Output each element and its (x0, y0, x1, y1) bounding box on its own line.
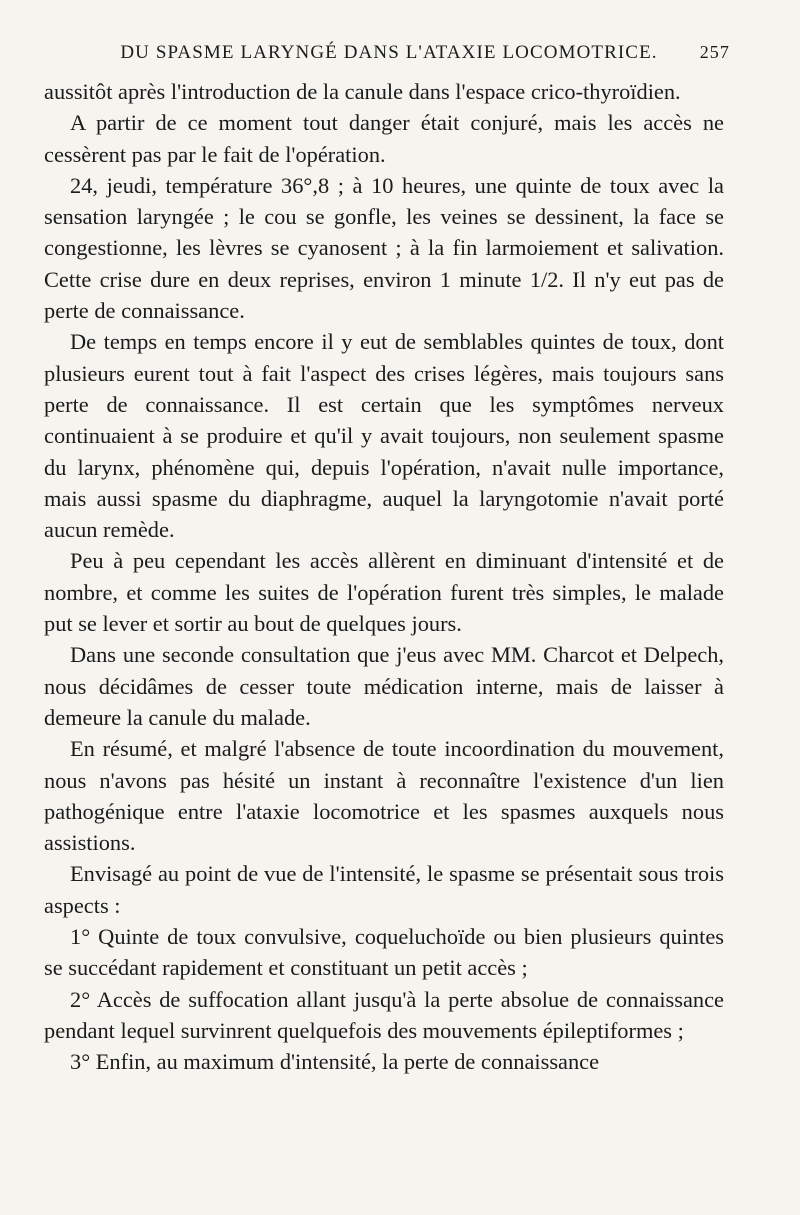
paragraph: Dans une seconde consultation que j'eus avec MM. Charcot et Delpech, nous décidâmes de cesser toute médication interne, mais de laisser à demeure la canule du malade. (44, 642, 724, 730)
book-page (44, 42, 730, 1078)
list-item: 1° Quinte de toux convulsive, coqueluchoïde ou bien plusieurs quintes se succédant rapidement et constituant un petit accès ; (44, 924, 724, 981)
list-item: 2° Accès de suffocation allant jusqu'à la perte absolue de connaissance pendant lequel survinrent quelquefois des mouvements épileptiformes ; (44, 986, 724, 1043)
paragraph-continuation: aussitôt après l'introduction de la canule dans l'espace crico-thyroïdien. (44, 79, 681, 104)
paragraph: Peu à peu cependant les accès allèrent en diminuant d'intensité et de nombre, et comme les suites de l'opération furent très simples, le malade put se lever et sortir au bout de quelques jours. (44, 548, 724, 637)
running-title: DU SPASME LARYNGÉ DANS L'ATAXIE LOCOMOTRICE. (120, 42, 658, 63)
paragraph: Envisagé au point de vue de l'intensité, le spasme se présentait sous trois aspects : (44, 861, 724, 918)
list-item: 3° Enfin, au maximum d'intensité, la perte de connaissance (70, 1049, 600, 1075)
running-head (44, 42, 730, 76)
paragraph: De temps en temps encore il y eut de semblables quintes de toux, dont plusieurs eurent tout à fait l'aspect des crises légères, mais toujours sans perte de connaissance. Il est certain que les symptômes nerveux continuaient à se produire et qu'il y avait toujours, non seulement spasme du larynx, phénomène qui, depuis l'opération, n'avait nulle importance, mais aussi spasme du diaphragme, auquel la laryngotomie n'avait porté aucun remède. (44, 329, 724, 543)
body-text (44, 76, 724, 1078)
paragraph: En résumé, et malgré l'absence de toute incoordination du mouvement, nous n'avons pas hésité un instant à reconnaître l'existence d'un lien pathogénique entre l'ataxie locomotrice et les spasmes auxquels nous assistions. (44, 736, 724, 856)
paragraph: A partir de ce moment tout danger était conjuré, mais les accès ne cessèrent pas par le fait de l'opération. (44, 110, 724, 167)
page-number: 257 (699, 42, 730, 62)
paragraph: 24, jeudi, température 36°,8 ; à 10 heures, une quinte de toux avec la sensation laryngée ; le cou se gonfle, les veines se dessinent, la face se congestionne, les lèvres se cyanosent ; à la fin larmoiement et salivation. Cette crise dure en deux reprises, environ 1 minute 1/2. Il n'y eut pas de perte de connaissance. (44, 172, 724, 324)
